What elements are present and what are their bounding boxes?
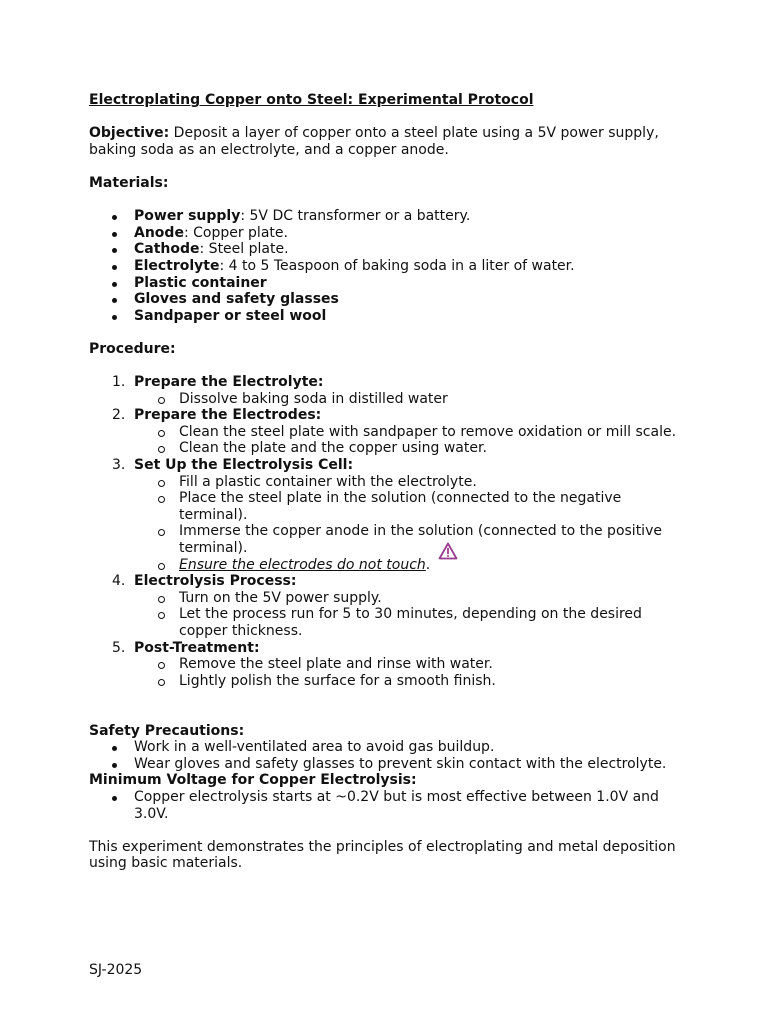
- materials-heading: Materials:: [89, 174, 169, 191]
- step-number: 5.: [112, 639, 126, 656]
- warning-triangle-icon: [438, 542, 458, 560]
- substep-list: [134, 424, 689, 457]
- material-text: : Steel plate.: [199, 241, 289, 258]
- list-item: Fill a plastic container with the electrolyte.: [134, 474, 689, 491]
- step-title: Prepare the Electrolyte:: [134, 374, 324, 391]
- material-text: : Copper plate.: [183, 224, 288, 241]
- procedure-step: [89, 573, 689, 639]
- list-item: Dissolve baking soda in distilled water: [134, 391, 689, 408]
- substep-list: [134, 474, 689, 574]
- procedure-step: [89, 640, 689, 690]
- material-text: : 5V DC transformer or a battery.: [240, 208, 471, 225]
- materials-list: [89, 208, 689, 324]
- list-item: Work in a well-ventilated area to avoid gas buildup.: [89, 739, 689, 756]
- procedure-step: [89, 374, 689, 407]
- list-item: Clean the steel plate with sandpaper to remove oxidation or mill scale.: [134, 424, 689, 441]
- safety-list: [89, 739, 689, 772]
- material-label: Power supply: [134, 208, 241, 225]
- document-body: [89, 92, 689, 872]
- procedure-step: [89, 407, 689, 457]
- objective-label: Objective:: [89, 125, 170, 142]
- step-title: Post-Treatment:: [134, 639, 260, 656]
- voltage-list: [89, 789, 689, 822]
- step-number: 1.: [112, 374, 126, 391]
- list-item: Remove the steel plate and rinse with water.: [134, 656, 689, 673]
- list-item: [89, 225, 689, 242]
- step-number: 3.: [112, 457, 126, 474]
- footer-label: SJ-2025: [89, 962, 143, 978]
- list-item: Turn on the 5V power supply.: [134, 590, 689, 607]
- list-item: [89, 308, 689, 325]
- step-title: Set Up the Electrolysis Cell:: [134, 457, 354, 474]
- list-item: Lightly polish the surface for a smooth finish.: [134, 673, 689, 690]
- list-item: Place the steel plate in the solution (connected to the negative terminal).: [134, 490, 689, 523]
- list-item: Copper electrolysis starts at ~0.2V but is most effective between 1.0V and 3.0V.: [89, 789, 689, 822]
- procedure-step: [89, 457, 689, 573]
- document-title: Electroplating Copper onto Steel: Experimental Protocol: [89, 92, 534, 108]
- material-label: Electrolyte: [134, 257, 220, 274]
- substep-list: [134, 590, 689, 640]
- warning-text: Ensure the electrodes do not touch: [179, 556, 426, 573]
- list-item: [89, 258, 689, 275]
- list-item: [89, 208, 689, 225]
- list-item: [89, 275, 689, 292]
- substep-list: [134, 656, 689, 689]
- list-item: Clean the plate and the copper using water.: [134, 440, 689, 457]
- list-item: [134, 557, 689, 574]
- material-label: Cathode: [134, 241, 200, 258]
- list-item: [89, 291, 689, 308]
- step-number: 4.: [112, 573, 126, 590]
- safety-heading: Safety Precautions:: [89, 722, 245, 739]
- objective-paragraph: [89, 125, 689, 158]
- substep-list: [134, 391, 689, 408]
- material-text: : 4 to 5 Teaspoon of baking soda in a liter of water.: [219, 257, 575, 274]
- step-title: Prepare the Electrodes:: [134, 407, 322, 424]
- procedure-list: [89, 374, 689, 689]
- list-item: Immerse the copper anode in the solution (connected to the positive terminal).: [134, 523, 689, 556]
- voltage-heading: Minimum Voltage for Copper Electrolysis:: [89, 772, 417, 789]
- period: .: [425, 556, 431, 573]
- material-label: Gloves and safety glasses: [134, 291, 339, 308]
- objective-text: Deposit a layer of copper onto a steel plate using a 5V power supply, baking soda as an electrolyte, and a copper anode.: [89, 125, 659, 158]
- list-item: Let the process run for 5 to 30 minutes, depending on the desired copper thickness.: [134, 606, 689, 639]
- conclusion-paragraph: This experiment demonstrates the principles of electroplating and metal deposition using basic materials.: [89, 838, 676, 872]
- step-title: Electrolysis Process:: [134, 573, 297, 590]
- step-number: 2.: [112, 407, 126, 424]
- list-item: [89, 241, 689, 258]
- material-label: Anode: [134, 224, 184, 241]
- material-label: Sandpaper or steel wool: [134, 307, 327, 324]
- list-item: Wear gloves and safety glasses to prevent skin contact with the electrolyte.: [89, 756, 689, 773]
- material-label: Plastic container: [134, 274, 267, 291]
- procedure-heading: Procedure:: [89, 340, 176, 357]
